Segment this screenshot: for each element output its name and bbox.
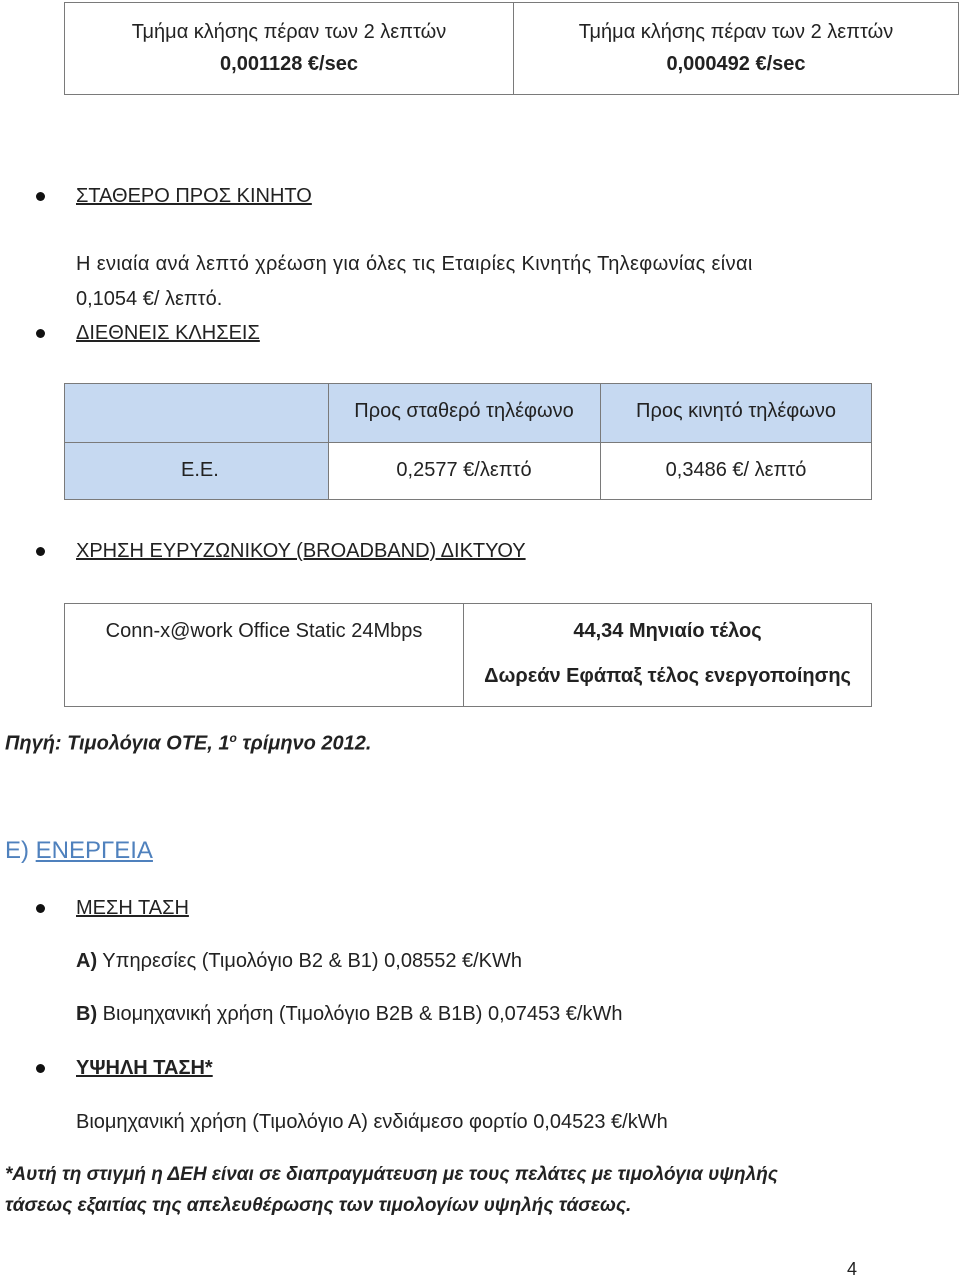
row-mobile-rate: 0,3486 €/ λεπτό (665, 459, 807, 481)
table-divider (65, 442, 871, 443)
source-superscript: ο (229, 731, 237, 745)
medium-voltage-b (76, 1002, 622, 1026)
bullet (36, 1064, 45, 1073)
call-rate-value-1: 0,001128 €/sec (220, 53, 358, 75)
energy-section-title (5, 837, 153, 866)
medium-voltage-a-label: Α) (76, 950, 98, 972)
bullet (36, 547, 45, 556)
page-number: 4 (847, 1259, 858, 1279)
bullet (36, 192, 45, 201)
header-fixed-phone: Προς σταθερό τηλέφωνο (354, 400, 574, 422)
bullet (36, 904, 45, 913)
broadband-activation: Δωρεάν Εφάπαξ τέλος ενεργοποίησης (484, 665, 851, 687)
bullet (36, 329, 45, 338)
medium-voltage-b-label: Β) (76, 1003, 98, 1025)
source-suffix: τρίμηνο 2012. (236, 732, 372, 755)
high-voltage-text: Βιομηχανική χρήση (Τιμολόγιο Α) ενδιάμεσο φορτίο 0,04523 €/kWh (76, 1111, 668, 1133)
fixed-to-mobile-text-2: 0,1054 €/ λεπτό. (76, 288, 223, 310)
footnote-line-2: τάσεως εξαιτίας της απελευθέρωσης των τιμολογίων υψηλής τάσεως. (5, 1195, 632, 1216)
medium-voltage-a (76, 949, 522, 973)
medium-voltage-b-text: Βιομηχανική χρήση (Τιμολόγιο Β2Β & Β1Β) 0,07453 €/kWh (97, 1003, 623, 1025)
fixed-to-mobile-heading: ΣΤΑΘΕΡΟ ΠΡΟΣ ΚΙΝΗΤΟ (76, 185, 312, 207)
call-rate-cell-2 (514, 17, 958, 81)
broadband-table (64, 603, 872, 707)
call-rate-label-1: Τμήμα κλήσης πέραν των 2 λεπτών (131, 21, 447, 43)
high-voltage-heading: ΥΨΗΛΗ ΤΑΣΗ* (76, 1057, 213, 1079)
footnote-line-1: *Αυτή τη στιγμή η ΔΕΗ είναι σε διαπραγμάτευση με τους πελάτες με τιμολόγια υψηλής (5, 1164, 778, 1185)
fixed-to-mobile-text-1: Η ενιαία ανά λεπτό χρέωση για όλες τις Εταιρίες Κινητής Τηλεφωνίας είναι (76, 253, 753, 275)
broadband-heading: ΧΡΗΣΗ ΕΥΡΥΖΩΝΙΚΟΥ (BROADBAND) ΔΙΚΤΥΟΥ (76, 540, 526, 562)
call-rate-value-2: 0,000492 €/sec (666, 53, 806, 75)
call-rate-label-2: Τμήμα κλήσης πέραν των 2 λεπτών (578, 21, 894, 43)
row-fixed-rate: 0,2577 €/λεπτό (396, 459, 532, 481)
international-table (64, 383, 872, 500)
international-heading: ΔΙΕΘΝΕΙΣ ΚΛΗΣΕΙΣ (76, 322, 260, 344)
energy-section-letter: Ε) (5, 837, 36, 864)
row-label-eu: Ε.Ε. (181, 459, 219, 481)
source-note (5, 731, 371, 756)
call-rate-cell-1 (65, 17, 513, 81)
broadband-monthly-fee: 44,34 Μηνιαίο τέλος (573, 620, 762, 642)
source-prefix: Πηγή: Τιμολόγια ΟΤΕ, 1 (5, 732, 230, 755)
call-rate-table (64, 2, 959, 95)
header-mobile-phone: Προς κινητό τηλέφωνο (636, 400, 836, 422)
medium-voltage-a-text: Υπηρεσίες (Τιμολόγιο Β2 & Β1) 0,08552 €/KWh (97, 950, 523, 972)
broadband-product: Conn-x@work Office Static 24Mbps (105, 620, 423, 642)
energy-section-heading: ΕΝΕΡΓΕΙΑ (35, 837, 153, 864)
medium-voltage-heading: ΜΕΣΗ ΤΑΣΗ (76, 897, 189, 919)
